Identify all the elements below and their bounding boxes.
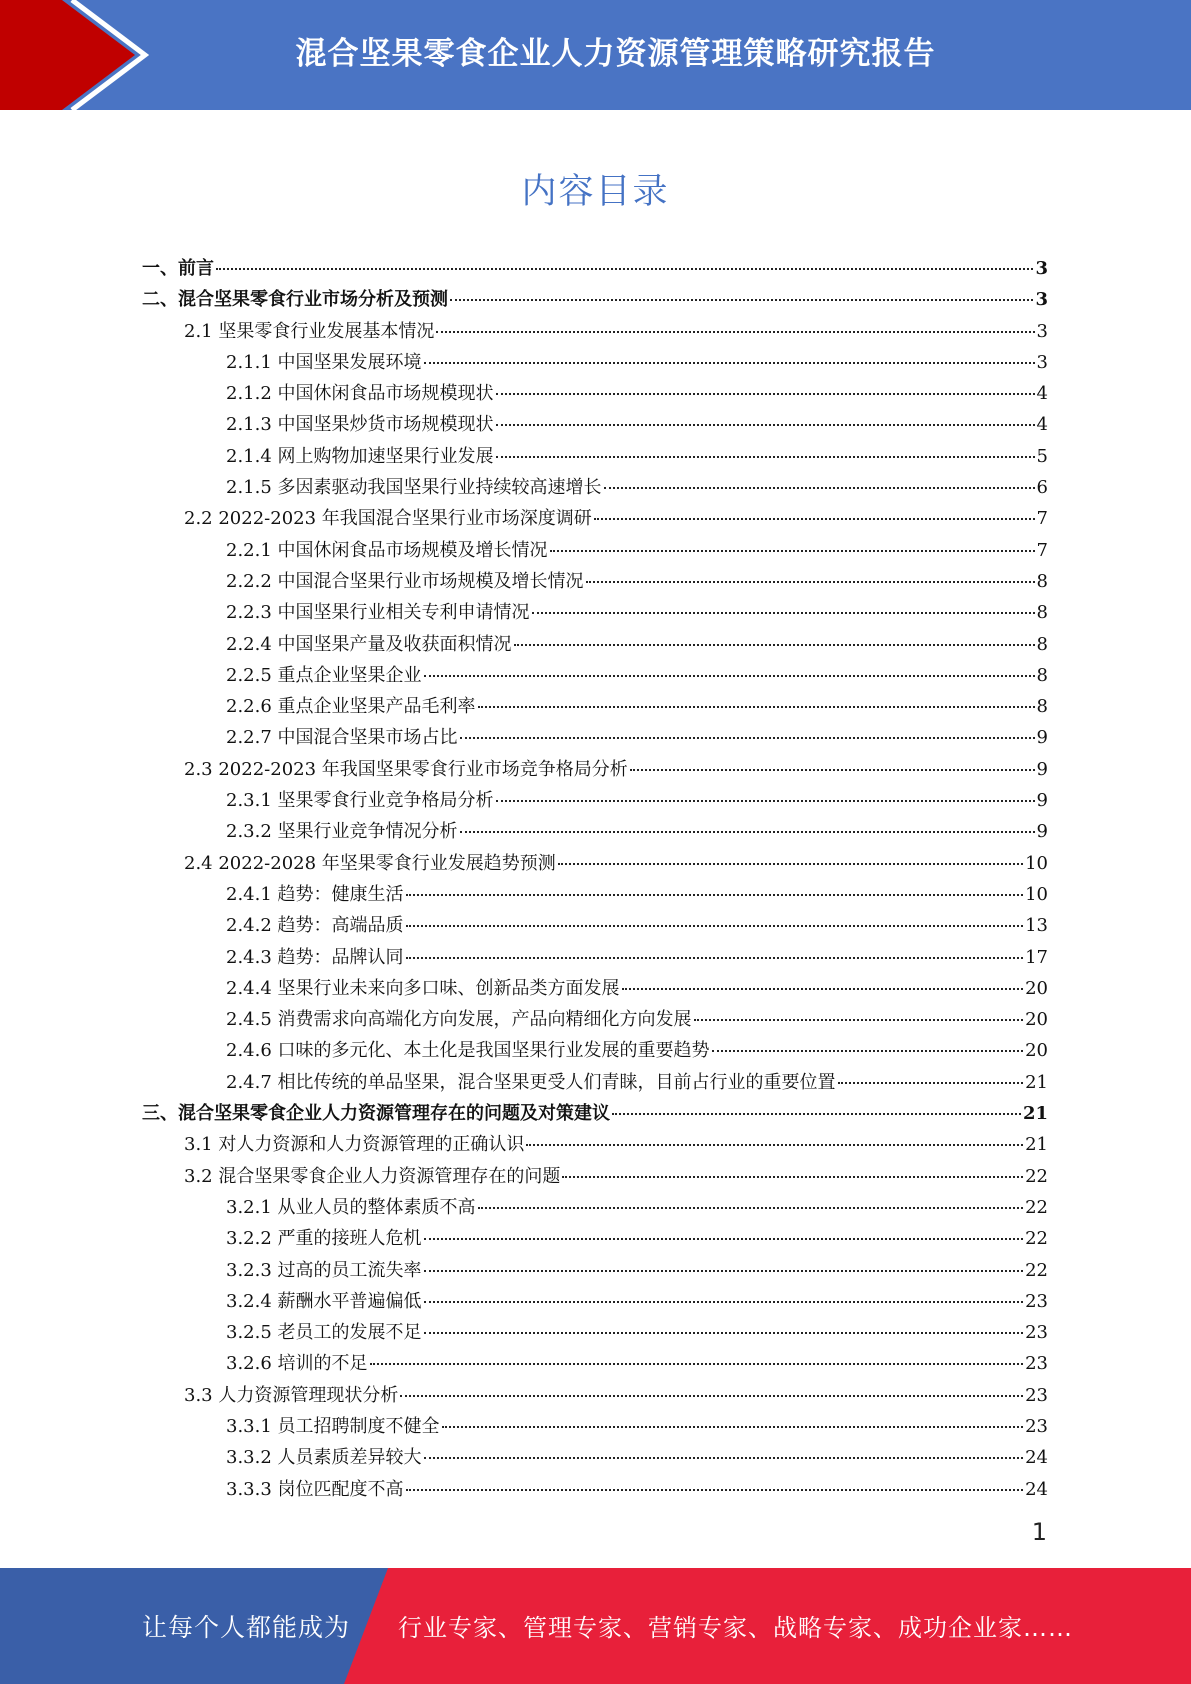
toc-dot-leader	[424, 1457, 1024, 1459]
toc-entry-page: 20	[1025, 977, 1048, 999]
toc-entry-label: 2.3.2 坚果行业竞争情况分析	[226, 821, 458, 843]
toc-dot-leader	[424, 675, 1035, 677]
toc-entry-label: 2.2.7 中国混合坚果市场占比	[226, 727, 458, 749]
toc-entry[interactable]	[142, 1411, 1048, 1442]
toc-dot-leader	[216, 268, 1033, 270]
toc-entry-page: 9	[1036, 727, 1048, 749]
toc-entry-label: 3.2.2 严重的接班人危机	[226, 1228, 422, 1250]
toc-dot-leader	[558, 863, 1023, 865]
toc-entry-label: 2.1.4 网上购物加速坚果行业发展	[226, 445, 494, 467]
toc-entry-page: 24	[1025, 1447, 1048, 1469]
toc-entry-page: 17	[1025, 946, 1048, 968]
toc-entry-page: 8	[1036, 664, 1048, 686]
toc-entry-page: 23	[1025, 1415, 1048, 1437]
footer-banner	[0, 1568, 1191, 1684]
toc-dot-leader	[442, 1426, 1024, 1428]
toc-entry-label: 3.2.4 薪酬水平普遍偏低	[226, 1290, 422, 1312]
toc-entry-label: 2.2.3 中国坚果行业相关专利申请情况	[226, 602, 530, 624]
toc-dot-leader	[424, 1332, 1024, 1334]
toc-entry[interactable]	[142, 316, 1048, 347]
toc-dot-leader	[612, 1113, 1021, 1115]
toc-dot-leader	[406, 925, 1024, 927]
toc-dot-leader	[406, 1489, 1024, 1491]
toc-dot-leader	[694, 1019, 1024, 1021]
toc-dot-leader	[478, 706, 1035, 708]
toc-entry[interactable]	[142, 1192, 1048, 1223]
toc-entry[interactable]	[142, 1442, 1048, 1473]
toc-entry[interactable]	[142, 1348, 1048, 1379]
toc-entry-label: 2.3.1 坚果零食行业竞争格局分析	[226, 790, 494, 812]
toc-entry-label: 2.4.3 趋势：品牌认同	[226, 946, 404, 968]
toc-dot-leader	[370, 1363, 1024, 1365]
toc-entry[interactable]	[142, 879, 1048, 910]
toc-entry[interactable]	[142, 942, 1048, 973]
toc-dot-leader	[424, 1270, 1024, 1272]
toc-entry-page: 21	[1025, 1071, 1048, 1093]
toc-entry-page: 8	[1036, 570, 1048, 592]
footer-slogan-right: 行业专家、管理专家、营销专家、战略专家、成功企业家……	[398, 1614, 1073, 1642]
toc-entry-label: 2.4.1 趋势：健康生活	[226, 883, 404, 905]
toc-entry-label: 3.3.1 员工招聘制度不健全	[226, 1415, 440, 1437]
toc-dot-leader	[400, 1395, 1023, 1397]
toc-dot-leader	[526, 1144, 1023, 1146]
toc-entry-page: 20	[1025, 1009, 1048, 1031]
toc-entry[interactable]	[142, 1380, 1048, 1411]
toc-entry-page: 13	[1025, 915, 1048, 937]
toc-entry[interactable]	[142, 629, 1048, 660]
toc-entry-page: 5	[1036, 445, 1048, 467]
toc-entry-page: 3	[1035, 289, 1048, 311]
toc-entry[interactable]	[142, 816, 1048, 847]
toc-dot-leader	[460, 737, 1035, 739]
toc-entry-page: 20	[1025, 1040, 1048, 1062]
toc-entry-page: 4	[1036, 383, 1048, 405]
toc-entry-page: 22	[1025, 1165, 1048, 1187]
toc-entry[interactable]	[142, 1223, 1048, 1254]
toc-entry-label: 2.4.2 趋势：高端品质	[226, 915, 404, 937]
toc-dot-leader	[630, 769, 1035, 771]
header-banner	[0, 0, 1191, 110]
toc-entry-page: 22	[1025, 1259, 1048, 1281]
toc-entry-page: 4	[1036, 414, 1048, 436]
toc-entry-page: 24	[1025, 1478, 1048, 1500]
toc-dot-leader	[496, 393, 1035, 395]
toc-entry-page: 3	[1035, 258, 1048, 279]
toc-dot-leader	[496, 424, 1035, 426]
toc-entry-label: 2.2.2 中国混合坚果行业市场规模及增长情况	[226, 570, 584, 592]
toc-entry-label: 2.2.6 重点企业坚果产品毛利率	[226, 696, 476, 718]
toc-entry-label: 2.1.5 多因素驱动我国坚果行业持续较高速增长	[226, 477, 602, 499]
toc-dot-leader	[532, 612, 1035, 614]
toc-entry-label: 3.2.5 老员工的发展不足	[226, 1322, 422, 1344]
toc-entry-page: 22	[1025, 1196, 1048, 1218]
toc-entry-label: 2.3 2022-2023 年我国坚果零食行业市场竞争格局分析	[184, 758, 628, 780]
toc-entry-label: 3.3.3 岗位匹配度不高	[226, 1478, 404, 1500]
toc-entry[interactable]	[142, 1474, 1048, 1505]
toc-entry-label: 2.1.2 中国休闲食品市场规模现状	[226, 383, 494, 405]
toc-entry-label: 2.1.1 中国坚果发展环境	[226, 351, 422, 373]
toc-entry[interactable]	[142, 1161, 1048, 1192]
toc-entry-page: 23	[1025, 1384, 1048, 1406]
toc-entry[interactable]	[142, 1286, 1048, 1317]
toc-entry[interactable]	[142, 722, 1048, 753]
toc-entry[interactable]	[142, 378, 1048, 409]
toc-entry-page: 8	[1036, 633, 1048, 655]
toc-entry-label: 2.4.4 坚果行业未来向多口味、创新品类方面发展	[226, 977, 620, 999]
toc-dot-leader	[838, 1082, 1024, 1084]
toc-entry-label: 2.2 2022-2023 年我国混合坚果行业市场深度调研	[184, 508, 592, 530]
toc-entry-label: 一、前言	[142, 258, 214, 279]
toc-entry-label: 2.2.5 重点企业坚果企业	[226, 664, 422, 686]
toc-entry-label: 2.2.1 中国休闲食品市场规模及增长情况	[226, 539, 548, 561]
toc-entry[interactable]	[142, 347, 1048, 378]
report-title: 混合坚果零食企业人力资源管理策略研究报告	[295, 36, 936, 72]
toc-entry[interactable]	[142, 754, 1048, 785]
toc-dot-leader	[424, 1301, 1024, 1303]
toc-entry-page: 22	[1025, 1228, 1048, 1250]
toc-entry-page: 7	[1036, 539, 1048, 561]
toc-entry[interactable]	[142, 1317, 1048, 1348]
toc-entry[interactable]	[142, 535, 1048, 566]
toc-dot-leader	[450, 299, 1033, 301]
toc-entry[interactable]	[142, 1129, 1048, 1160]
toc-dot-leader	[712, 1050, 1024, 1052]
toc-entry[interactable]	[142, 409, 1048, 440]
toc-entry-label: 3.2.6 培训的不足	[226, 1353, 368, 1375]
toc-dot-leader	[406, 957, 1024, 959]
toc-entry-label: 3.1 对人力资源和人力资源管理的正确认识	[184, 1134, 525, 1156]
toc-entry-page: 21	[1025, 1134, 1048, 1156]
footer-slogan-left: 让每个人都能成为	[142, 1613, 351, 1642]
toc-entry-page: 23	[1025, 1322, 1048, 1344]
toc-entry-page: 23	[1025, 1353, 1048, 1375]
table-of-contents	[142, 253, 1048, 1505]
toc-dot-leader	[622, 988, 1024, 990]
toc-entry[interactable]	[142, 566, 1048, 597]
toc-entry-label: 3.2 混合坚果零食企业人力资源管理存在的问题	[184, 1165, 561, 1187]
toc-dot-leader	[586, 581, 1035, 583]
toc-entry[interactable]	[142, 1004, 1048, 1035]
toc-entry[interactable]	[142, 910, 1048, 941]
toc-entry[interactable]	[142, 848, 1048, 879]
toc-entry-page: 3	[1036, 320, 1048, 342]
toc-dot-leader	[424, 362, 1035, 364]
toc-entry-label: 3.3.2 人员素质差异较大	[226, 1447, 422, 1469]
toc-entry[interactable]	[142, 441, 1048, 472]
toc-entry-label: 2.4.5 消费需求向高端化方向发展，产品向精细化方向发展	[226, 1009, 692, 1031]
toc-entry-label: 2.1.3 中国坚果炒货市场规模现状	[226, 414, 494, 436]
toc-entry[interactable]	[142, 1098, 1048, 1129]
toc-entry-label: 2.4.7 相比传统的单品坚果，混合坚果更受人们青睐，目前占行业的重要位置	[226, 1071, 836, 1093]
toc-entry[interactable]	[142, 1067, 1048, 1098]
toc-entry-label: 3.3 人力资源管理现状分析	[184, 1384, 399, 1406]
toc-dot-leader	[514, 644, 1035, 646]
toc-entry-page: 6	[1036, 477, 1048, 499]
toc-entry-label: 2.4 2022-2028 年坚果零食行业发展趋势预测	[184, 852, 556, 874]
toc-dot-leader	[496, 800, 1035, 802]
toc-dot-leader	[460, 831, 1035, 833]
toc-dot-leader	[406, 894, 1024, 896]
toc-dot-leader	[604, 487, 1035, 489]
toc-entry[interactable]	[142, 973, 1048, 1004]
toc-dot-leader	[436, 331, 1034, 333]
toc-entry-page: 8	[1036, 696, 1048, 718]
toc-entry-page: 10	[1025, 852, 1048, 874]
toc-entry-page: 21	[1022, 1103, 1048, 1125]
toc-entry-page: 8	[1036, 602, 1048, 624]
toc-dot-leader	[478, 1207, 1024, 1209]
toc-entry-label: 2.2.4 中国坚果产量及收获面积情况	[226, 633, 512, 655]
toc-entry[interactable]	[142, 253, 1048, 284]
toc-entry[interactable]	[142, 660, 1048, 691]
toc-dot-leader	[496, 456, 1035, 458]
toc-entry-page: 10	[1025, 883, 1048, 905]
toc-entry[interactable]	[142, 1255, 1048, 1286]
toc-heading: 内容目录	[521, 172, 670, 212]
toc-entry[interactable]	[142, 1035, 1048, 1066]
toc-entry[interactable]	[142, 597, 1048, 628]
toc-entry-label: 2.1 坚果零食行业发展基本情况	[184, 320, 435, 342]
toc-entry-label: 2.4.6 口味的多元化、本土化是我国坚果行业发展的重要趋势	[226, 1040, 710, 1062]
toc-dot-leader	[550, 550, 1035, 552]
toc-entry[interactable]	[142, 785, 1048, 816]
toc-entry-page: 9	[1036, 790, 1048, 812]
toc-entry-label: 3.2.1 从业人员的整体素质不高	[226, 1196, 476, 1218]
toc-entry[interactable]	[142, 284, 1048, 315]
page-number: 1	[1031, 1518, 1047, 1546]
toc-entry[interactable]	[142, 472, 1048, 503]
toc-entry-label: 3.2.3 过高的员工流失率	[226, 1259, 422, 1281]
toc-entry[interactable]	[142, 503, 1048, 534]
toc-entry-page: 9	[1036, 821, 1048, 843]
toc-entry[interactable]	[142, 691, 1048, 722]
toc-entry-label: 二、混合坚果零食行业市场分析及预测	[142, 289, 448, 311]
toc-dot-leader	[562, 1176, 1023, 1178]
toc-entry-page: 3	[1036, 351, 1048, 373]
toc-entry-label: 三、混合坚果零食企业人力资源管理存在的问题及对策建议	[142, 1103, 610, 1125]
toc-entry-page: 7	[1036, 508, 1048, 530]
toc-entry-page: 9	[1036, 758, 1048, 780]
toc-dot-leader	[594, 518, 1035, 520]
toc-entry-page: 23	[1025, 1290, 1048, 1312]
toc-dot-leader	[424, 1238, 1024, 1240]
